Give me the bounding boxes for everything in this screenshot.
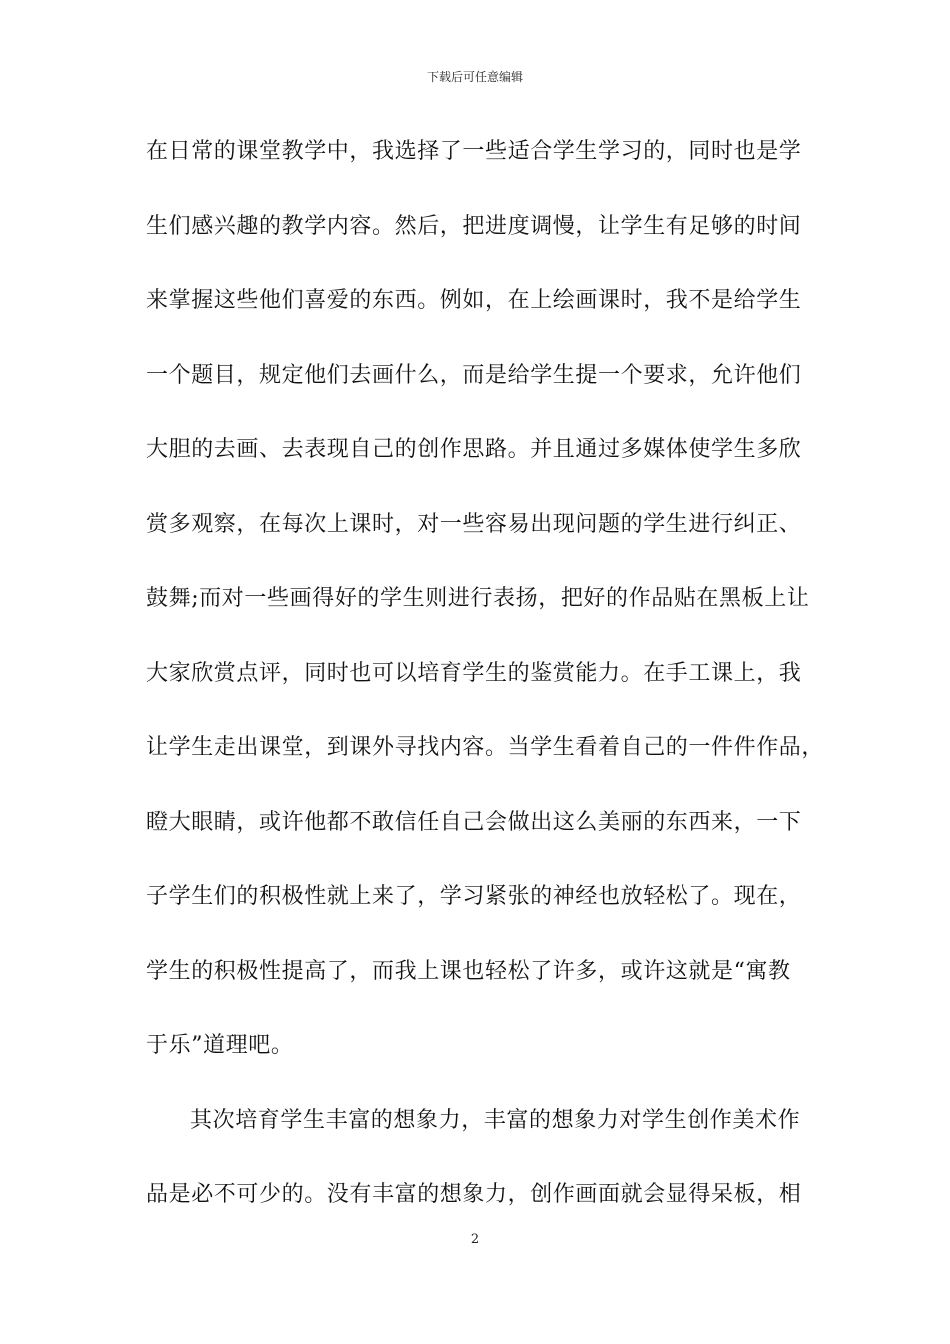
text-line: 赏多观察，在每次上课时，对一些容易出现问题的学生进行纠正、 xyxy=(146,511,802,537)
page-number: 2 xyxy=(470,1232,480,1247)
paragraph-start-line: 其次培育学生丰富的想象力，丰富的想象力对学生创作美术作 xyxy=(190,1107,801,1133)
text-line: 一个题目，规定他们去画什么，而是给学生提一个要求，允许他们 xyxy=(146,362,802,388)
text-line: 在日常的课堂教学中，我选择了一些适合学生学习的，同时也是学 xyxy=(146,139,802,164)
text-line: 大胆的去画、去表现自己的创作思路。并且通过多媒体使学生多欣 xyxy=(146,437,802,462)
text-line: 学生的积极性提高了，而我上课也轻松了许多，或许这就是“寓教 xyxy=(146,958,791,984)
text-line: 鼓舞;而对一些画得好的学生则进行表扬，把好的作品贴在黑板上让 xyxy=(146,586,810,611)
page-header: 下载后可任意编辑 xyxy=(426,70,523,84)
text-line: 瞪大眼睛，或许他都不敢信任自己会做出这么美丽的东西来，一下 xyxy=(146,809,802,835)
text-line: 品是必不可少的。没有丰富的想象力，创作画面就会显得呆板，相 xyxy=(146,1182,802,1207)
text-line: 大家欣赏点评，同时也可以培育学生的鉴赏能力。在手工课上，我 xyxy=(146,660,802,686)
text-line: 子学生们的积极性就上来了，学习紧张的神经也放轻松了。现在， xyxy=(146,884,802,909)
body-text xyxy=(146,128,826,1246)
text-line: 于乐”道理吧。 xyxy=(146,1033,294,1058)
text-line: 来掌握这些他们喜爱的东西。例如，在上绘画课时，我不是给学生 xyxy=(146,288,802,313)
text-line: 生们感兴趣的教学内容。然后，把进度调慢，让学生有足够的时间 xyxy=(146,213,802,239)
text-line: 让学生走出课堂，到课外寻找内容。当学生看着自己的一件件作品， xyxy=(146,735,825,760)
